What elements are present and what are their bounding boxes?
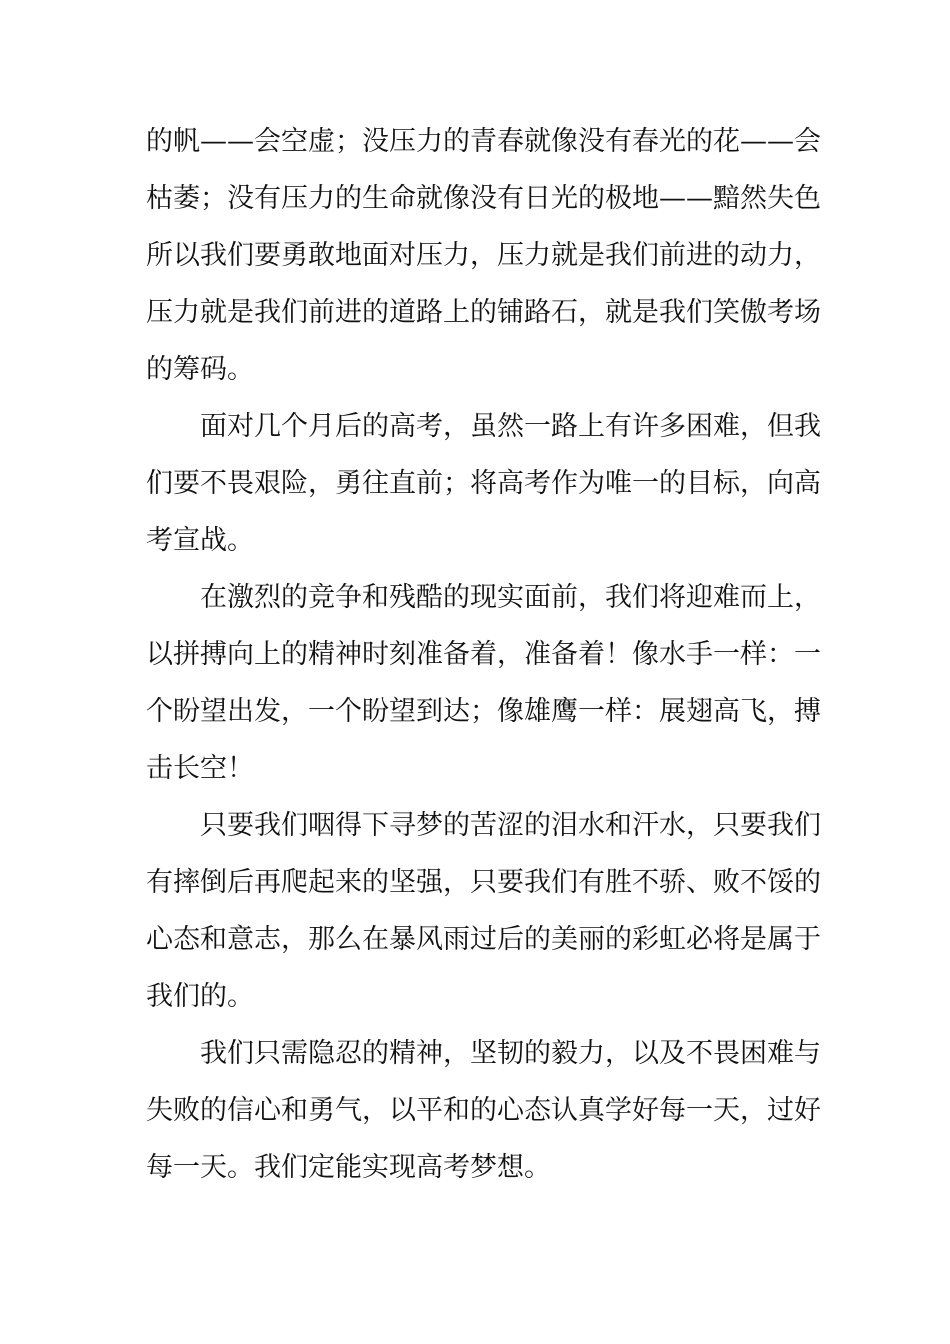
text-line: 个盼望出发，一个盼望到达；像雄鹰一样：展翅高飞，搏 — [146, 696, 821, 727]
text-line: 的筹码。 — [146, 354, 254, 385]
essay-body — [146, 122, 821, 1205]
text-line: 压力就是我们前进的道路上的铺路石，就是我们笑傲考场 — [146, 297, 821, 328]
text-line: 我们的。 — [146, 981, 254, 1012]
text-line: 每一天。我们定能实现高考梦想。 — [146, 1152, 551, 1183]
text-line: 只要我们咽得下寻梦的苦涩的泪水和汗水，只要我们 — [200, 810, 821, 841]
text-line: 面对几个月后的高考，虽然一路上有许多困难，但我 — [200, 411, 821, 442]
text-line: 考宣战。 — [146, 525, 254, 556]
text-line: 在激烈的竞争和残酷的现实面前，我们将迎难而上， — [200, 582, 821, 613]
paragraph-4 — [146, 806, 821, 1034]
text-line: 枯萎；没有压力的生命就像没有日光的极地——黯然失色 — [146, 183, 821, 214]
text-line: 我们只需隐忍的精神，坚韧的毅力，以及不畏困难与 — [200, 1038, 821, 1069]
text-line: 有摔倒后再爬起来的坚强，只要我们有胜不骄、败不馁的 — [146, 867, 821, 898]
text-line: 心态和意志，那么在暴风雨过后的美丽的彩虹必将是属于 — [146, 924, 821, 955]
paragraph-2 — [146, 407, 821, 578]
text-line: 击长空！ — [146, 753, 254, 784]
text-line: 们要不畏艰险，勇往直前；将高考作为唯一的目标，向高 — [146, 468, 821, 499]
text-line: 的帆——会空虚；没压力的青春就像没有春光的花——会 — [146, 126, 821, 157]
paragraph-5 — [146, 1034, 821, 1205]
text-line: 失败的信心和勇气，以平和的心态认真学好每一天，过好 — [146, 1095, 821, 1126]
paragraph-3 — [146, 578, 821, 806]
text-line: 以拼搏向上的精神时刻准备着，准备着！像水手一样：一 — [146, 639, 821, 670]
text-line: 所以我们要勇敢地面对压力，压力就是我们前进的动力， — [146, 240, 821, 271]
paragraph-1 — [146, 122, 821, 407]
